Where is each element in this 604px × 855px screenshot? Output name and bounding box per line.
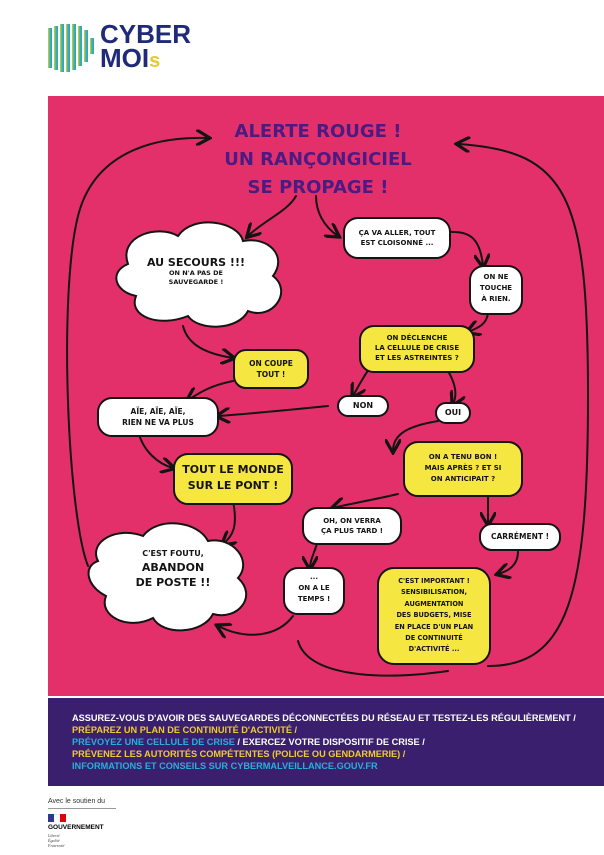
bubble-on-declenche: ON DÉCLENCHE LA CELLULE DE CRISE ET LES ASTREINTES ?: [374, 334, 460, 362]
bubble-on-ne-touche: ON NE TOUCHE À RIEN.: [479, 273, 513, 303]
logo-word-cyber: CYBER: [100, 19, 192, 49]
bubble-on-a-tenu: ON A TENU BON ! MAIS APRÈS ? ET SI ON ANTICIPAIT ?: [424, 453, 502, 483]
bubble-on-a-le-temps: ... ON A LE TEMPS !: [297, 573, 331, 603]
bubble-tout-le-monde: TOUT LE MONDE SUR LE PONT !: [182, 463, 284, 492]
bubble-carrement: CARRÉMENT !: [491, 532, 549, 541]
gov-name: GOUVERNEMENT: [48, 824, 104, 831]
bubble-cest-foutu: C'EST FOUTU, ABANDON DE POSTE !!: [135, 549, 211, 589]
banner-text-exercise: / EXERCEZ VOTRE DISPOSITIF DE CRISE /: [234, 737, 425, 747]
poster-title: ALERTE ROUGE ! UN RANÇONGICIEL SE PROPAGE !: [224, 121, 412, 198]
bubble-ca-va-aller: ÇA VA ALLER, TOUT EST CLOISONNÉ ...: [358, 229, 436, 247]
bubble-oh-on-verra: OH, ON VERRA ÇA PLUS TARD !: [321, 517, 383, 535]
bubble-cest-important: C'EST IMPORTANT ! SENSIBILISATION, AUGMENTATION DES BUDGETS, MISE EN PLACE D'UN PLAN DE CONTINUITÉ D'ACTIVITÉ ...: [394, 577, 474, 654]
gouvernement-logo: [48, 814, 128, 850]
support-label: Avec le soutien du: [48, 798, 106, 805]
head-profile-icon: [48, 24, 94, 72]
banner-text-authorities: PRÉVENEZ LES AUTORITÉS COMPÉTENTES (POLICE OU GENDARMERIE) /: [72, 749, 406, 759]
french-flag-icon: [48, 814, 66, 822]
banner-text-backups: ASSUREZ-VOUS D'AVOIR DES SAUVEGARDES DÉCONNECTÉES DU RÉSEAU ET TESTEZ-LES RÉGULIÈREMENT /: [72, 713, 576, 723]
support-divider: [48, 808, 116, 809]
cybermois-logo: [48, 19, 192, 78]
logo-word-mois: MOIs: [100, 43, 161, 73]
banner-text-crisis-cell: PRÉVOYEZ UNE CELLULE DE CRISE: [72, 737, 235, 747]
bubble-aie: AÏE, AÏE, AÏE, RIEN NE VA PLUS: [122, 407, 194, 427]
bubble-non: NON: [352, 401, 374, 410]
flowchart-poster: [48, 96, 604, 696]
bubble-oui: OUI: [444, 408, 462, 417]
gov-motto: Liberté Égalité Fraternité: [48, 833, 65, 848]
bubble-au-secours: AU SECOURS !!! ON N'A PAS DE SAUVEGARDE !: [146, 256, 245, 286]
advice-banner: [48, 698, 604, 786]
bubble-on-coupe: ON COUPE TOUT !: [249, 359, 293, 379]
banner-text-website: INFORMATIONS ET CONSEILS SUR CYBERMALVEILLANCE.GOUV.FR: [72, 761, 378, 771]
banner-text-continuity-plan: PRÉPAREZ UN PLAN DE CONTINUITÉ D'ACTIVITÉ /: [72, 725, 298, 735]
